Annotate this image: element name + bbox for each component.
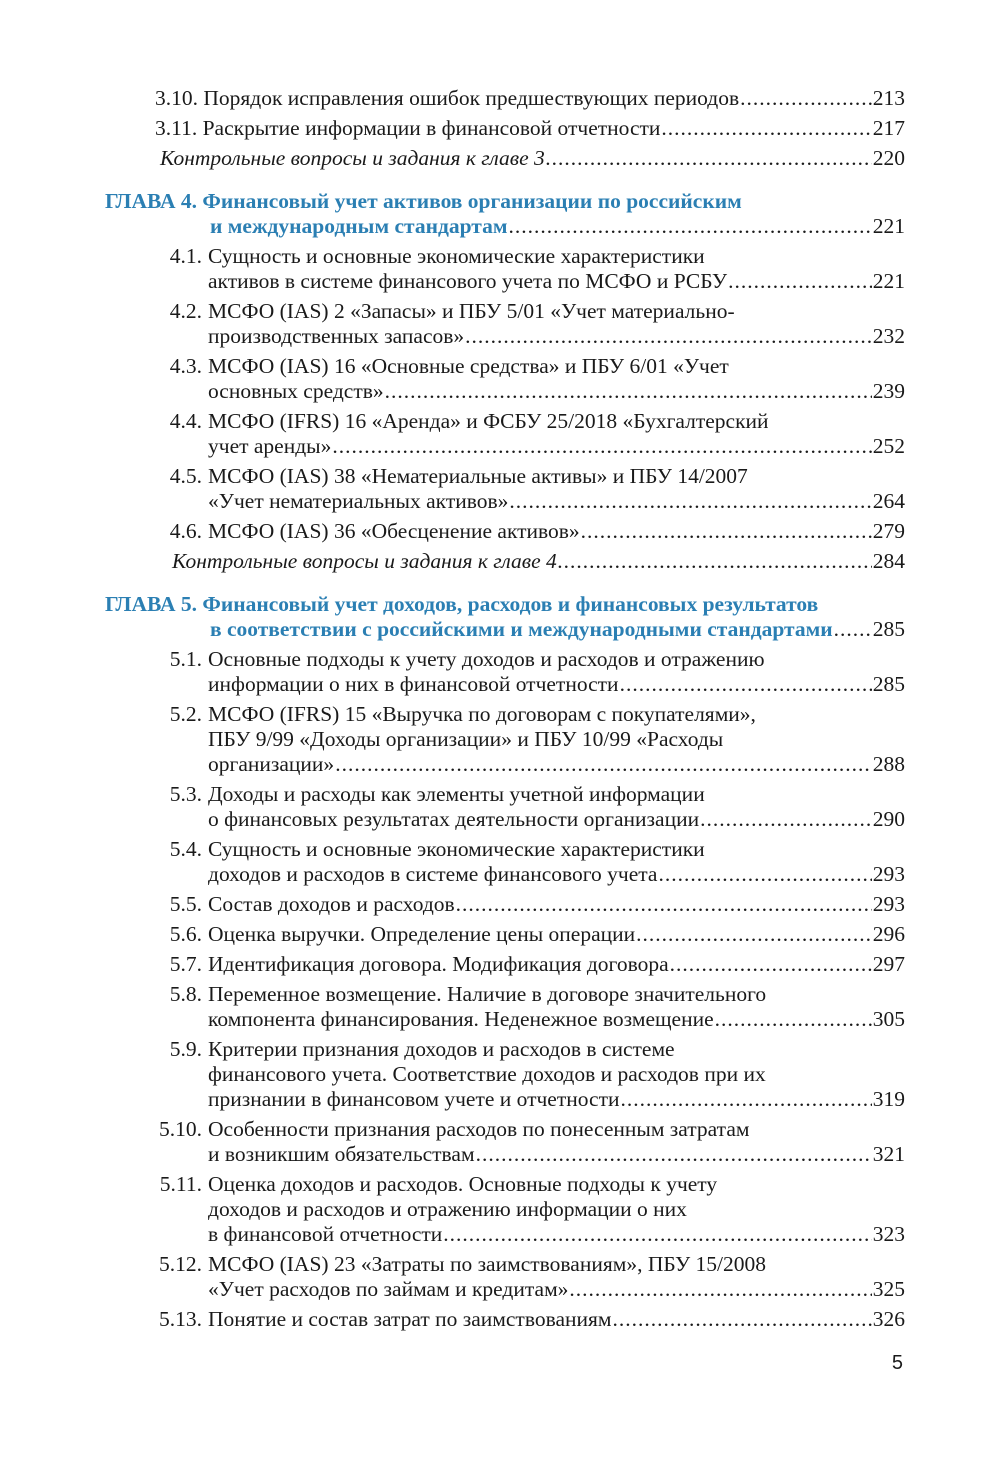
leader-dots bbox=[509, 489, 871, 514]
leader-dots bbox=[613, 1307, 872, 1332]
entry-number: 5.1. bbox=[169, 647, 202, 671]
toc-entry bbox=[0, 782, 1000, 832]
entry-number: 5.4. bbox=[169, 837, 202, 861]
entry-title: Раскрытие информации в финансовой отчетности bbox=[202, 116, 661, 140]
entry-title-line: активов в системе финансового учета по МСФО и РСБУ bbox=[208, 269, 728, 293]
entry-title-line: признании в финансовом учете и отчетности bbox=[208, 1087, 620, 1111]
leader-dots bbox=[332, 434, 871, 459]
entry-title-line: и возникшим обязательствам bbox=[208, 1142, 475, 1166]
toc-entry bbox=[0, 409, 1000, 459]
toc-chapter-4 bbox=[0, 189, 1000, 239]
leader-dots bbox=[465, 324, 872, 349]
entry-title-line: «Учет расходов по займам и кредитам» bbox=[208, 1277, 569, 1301]
entry-title: Порядок исправления ошибок предшествующих периодов bbox=[203, 86, 740, 110]
toc-entry bbox=[0, 1117, 1000, 1167]
entry-title-line: Переменное возмещение. Наличие в договоре значительного bbox=[208, 982, 767, 1006]
entry-number: 5.3. bbox=[169, 782, 202, 806]
toc-entry bbox=[0, 922, 1000, 947]
entry-page: 326 bbox=[872, 1307, 905, 1331]
entry-title-line: Критерии признания доходов и расходов в системе bbox=[208, 1037, 675, 1061]
entry-title-line: Сущность и основные экономические характеристики bbox=[208, 837, 705, 861]
entry-number: 5.6. bbox=[169, 922, 202, 946]
toc-entry bbox=[0, 1307, 1000, 1332]
entry-number: 5.8. bbox=[169, 982, 202, 1006]
chapter-title-line: Финансовый учет активов организации по российским bbox=[202, 189, 742, 213]
entry-title-line: Доходы и расходы как элементы учетной информации bbox=[208, 782, 705, 806]
leader-dots bbox=[740, 86, 872, 111]
entry-page: 319 bbox=[872, 1087, 905, 1111]
entry-page: 284 bbox=[872, 549, 905, 573]
toc-entry bbox=[0, 837, 1000, 887]
toc-entry bbox=[0, 982, 1000, 1032]
entry-page: 305 bbox=[872, 1007, 905, 1031]
leader-dots bbox=[636, 922, 872, 947]
entry-page: 321 bbox=[872, 1142, 905, 1166]
page-number: 5 bbox=[891, 1352, 903, 1374]
toc-entry bbox=[0, 354, 1000, 404]
chapter-label: ГЛАВА 4. bbox=[105, 189, 197, 213]
leader-dots bbox=[581, 519, 872, 544]
entry-title-line: организации» bbox=[208, 752, 335, 776]
entry-number: 4.3. bbox=[169, 354, 202, 378]
leader-dots bbox=[335, 752, 872, 777]
entry-number: 4.6. bbox=[169, 519, 202, 543]
entry-title-line: МСФО (IFRS) 15 «Выручка по договорам с покупателями», bbox=[208, 702, 756, 726]
entry-title-line: производственных запасов» bbox=[208, 324, 465, 348]
entry-number: 5.2. bbox=[169, 702, 202, 726]
entry-page: 290 bbox=[872, 807, 905, 831]
entry-page: 279 bbox=[872, 519, 905, 543]
entry-number: 5.5. bbox=[169, 892, 202, 916]
entry-title-line: финансового учета. Соответствие доходов и расходов при их bbox=[208, 1062, 766, 1086]
leader-dots bbox=[620, 1087, 871, 1112]
entry-title-line: ПБУ 9/99 «Доходы организации» и ПБУ 10/99 «Расходы bbox=[208, 727, 724, 751]
entry-number: 3.11. bbox=[155, 116, 198, 140]
entry-title-line: «Учет нематериальных активов» bbox=[208, 489, 509, 513]
entry-title-line: Сущность и основные экономические характеристики bbox=[208, 244, 705, 268]
entry-title-line: учет аренды» bbox=[208, 434, 332, 458]
leader-dots bbox=[443, 1222, 871, 1247]
entry-number: 5.11. bbox=[159, 1172, 202, 1196]
toc-entry bbox=[0, 952, 1000, 977]
entry-title-line: в финансовой отчетности bbox=[208, 1222, 443, 1246]
entry-page: 293 bbox=[872, 862, 905, 886]
toc-entry bbox=[0, 892, 1000, 917]
toc-entry bbox=[0, 244, 1000, 294]
entry-page: 264 bbox=[872, 489, 905, 513]
entry-number: 4.1. bbox=[169, 244, 202, 268]
entry-page: 220 bbox=[872, 146, 905, 170]
entry-page: 288 bbox=[872, 752, 905, 776]
leader-dots bbox=[715, 1007, 872, 1032]
toc-entry bbox=[0, 1252, 1000, 1302]
leader-dots bbox=[620, 672, 872, 697]
chapter-title-line: Финансовый учет доходов, расходов и финансовых результатов bbox=[202, 592, 819, 616]
entry-title-line: о финансовых результатах деятельности организации bbox=[208, 807, 700, 831]
toc-entry bbox=[0, 299, 1000, 349]
entry-page: 252 bbox=[872, 434, 905, 458]
entry-title-line: МСФО (IAS) 23 «Затраты по заимствованиям», ПБУ 15/2008 bbox=[208, 1252, 767, 1276]
entry-title-line: Особенности признания расходов по понесенным затратам bbox=[208, 1117, 750, 1141]
leader-dots bbox=[456, 892, 872, 917]
entry-page: 297 bbox=[872, 952, 905, 976]
leader-dots bbox=[558, 549, 872, 574]
entry-page: 296 bbox=[872, 922, 905, 946]
toc-entry bbox=[0, 1172, 1000, 1247]
entry-page: 323 bbox=[872, 1222, 905, 1246]
entry-title-line: МСФО (IAS) 16 «Основные средства» и ПБУ 6/01 «Учет bbox=[208, 354, 729, 378]
toc-entry bbox=[0, 647, 1000, 697]
entry-number: 4.2. bbox=[169, 299, 202, 323]
toc-entry-3-11 bbox=[0, 116, 1000, 141]
entry-title-line: Оценка выручки. Определение цены операции bbox=[208, 922, 636, 946]
entry-number: 5.13. bbox=[159, 1307, 202, 1331]
entry-number: 3.10. bbox=[155, 86, 198, 110]
entry-title-line: компонента финансирования. Неденежное возмещение bbox=[208, 1007, 714, 1031]
chapter-title-line: в соответствии с российскими и международными стандартами bbox=[210, 617, 833, 641]
leader-dots bbox=[658, 862, 871, 887]
table-of-contents bbox=[0, 86, 1000, 1332]
entry-title: Контрольные вопросы и задания к главе 3 bbox=[160, 146, 545, 170]
chapter-title-line: и международным стандартам bbox=[210, 214, 508, 238]
toc-entry bbox=[0, 702, 1000, 777]
leader-dots bbox=[728, 269, 872, 294]
leader-dots bbox=[546, 146, 872, 171]
entry-page: 285 bbox=[872, 672, 905, 696]
leader-dots bbox=[476, 1142, 872, 1167]
leader-dots bbox=[569, 1277, 871, 1302]
leader-dots bbox=[385, 379, 872, 404]
entry-page: 213 bbox=[872, 86, 905, 110]
chapter-4-entries bbox=[0, 244, 1000, 544]
leader-dots bbox=[834, 617, 872, 642]
entry-number: 5.7. bbox=[169, 952, 202, 976]
toc-entry-ch4-questions bbox=[0, 549, 1000, 574]
entry-title-line: Идентификация договора. Модификация договора bbox=[208, 952, 669, 976]
entry-page: 325 bbox=[872, 1277, 905, 1301]
entry-title: Контрольные вопросы и задания к главе 4 bbox=[172, 549, 557, 573]
entry-title-line: основных средств» bbox=[208, 379, 384, 403]
entry-title-line: информации о них в финансовой отчетности bbox=[208, 672, 619, 696]
entry-title-line: МСФО (IFRS) 16 «Аренда» и ФСБУ 25/2018 «Бухгалтерский bbox=[208, 409, 769, 433]
leader-dots bbox=[670, 952, 872, 977]
toc-entry bbox=[0, 1037, 1000, 1112]
entry-page: 221 bbox=[872, 214, 905, 238]
entry-title-line: Основные подходы к учету доходов и расходов и отражению bbox=[208, 647, 765, 671]
entry-title-line: Состав доходов и расходов bbox=[208, 892, 455, 916]
chapter-5-entries bbox=[0, 647, 1000, 1332]
entry-title-line: доходов и расходов и отражению информации о них bbox=[208, 1197, 687, 1221]
entry-number: 4.4. bbox=[169, 409, 202, 433]
entry-page: 293 bbox=[872, 892, 905, 916]
entry-page: 232 bbox=[872, 324, 905, 348]
leader-dots bbox=[508, 214, 871, 239]
entry-number: 5.10. bbox=[159, 1117, 202, 1141]
entry-title-line: МСФО (IAS) 2 «Запасы» и ПБУ 5/01 «Учет материально- bbox=[208, 299, 735, 323]
toc-entry-ch3-questions bbox=[0, 146, 1000, 171]
entry-title-line: доходов и расходов в системе финансового учета bbox=[208, 862, 658, 886]
entry-title-line: Оценка доходов и расходов. Основные подходы к учету bbox=[208, 1172, 718, 1196]
leader-dots bbox=[700, 807, 872, 832]
entry-page: 221 bbox=[872, 269, 905, 293]
entry-page: 217 bbox=[872, 116, 905, 140]
toc-entry bbox=[0, 519, 1000, 544]
entry-page: 285 bbox=[872, 617, 905, 641]
toc-chapter-5 bbox=[0, 592, 1000, 642]
entry-title-line: МСФО (IAS) 38 «Нематериальные активы» и ПБУ 14/2007 bbox=[208, 464, 748, 488]
entry-number: 4.5. bbox=[169, 464, 202, 488]
entry-title-line: Понятие и состав затрат по заимствованиям bbox=[208, 1307, 612, 1331]
entry-number: 5.12. bbox=[159, 1252, 202, 1276]
entry-number: 5.9. bbox=[169, 1037, 202, 1061]
chapter-label: ГЛАВА 5. bbox=[105, 592, 197, 616]
leader-dots bbox=[661, 116, 871, 141]
toc-entry bbox=[0, 464, 1000, 514]
entry-title-line: МСФО (IAS) 36 «Обесценение активов» bbox=[208, 519, 580, 543]
entry-page: 239 bbox=[872, 379, 905, 403]
toc-entry-3-10 bbox=[0, 86, 1000, 111]
